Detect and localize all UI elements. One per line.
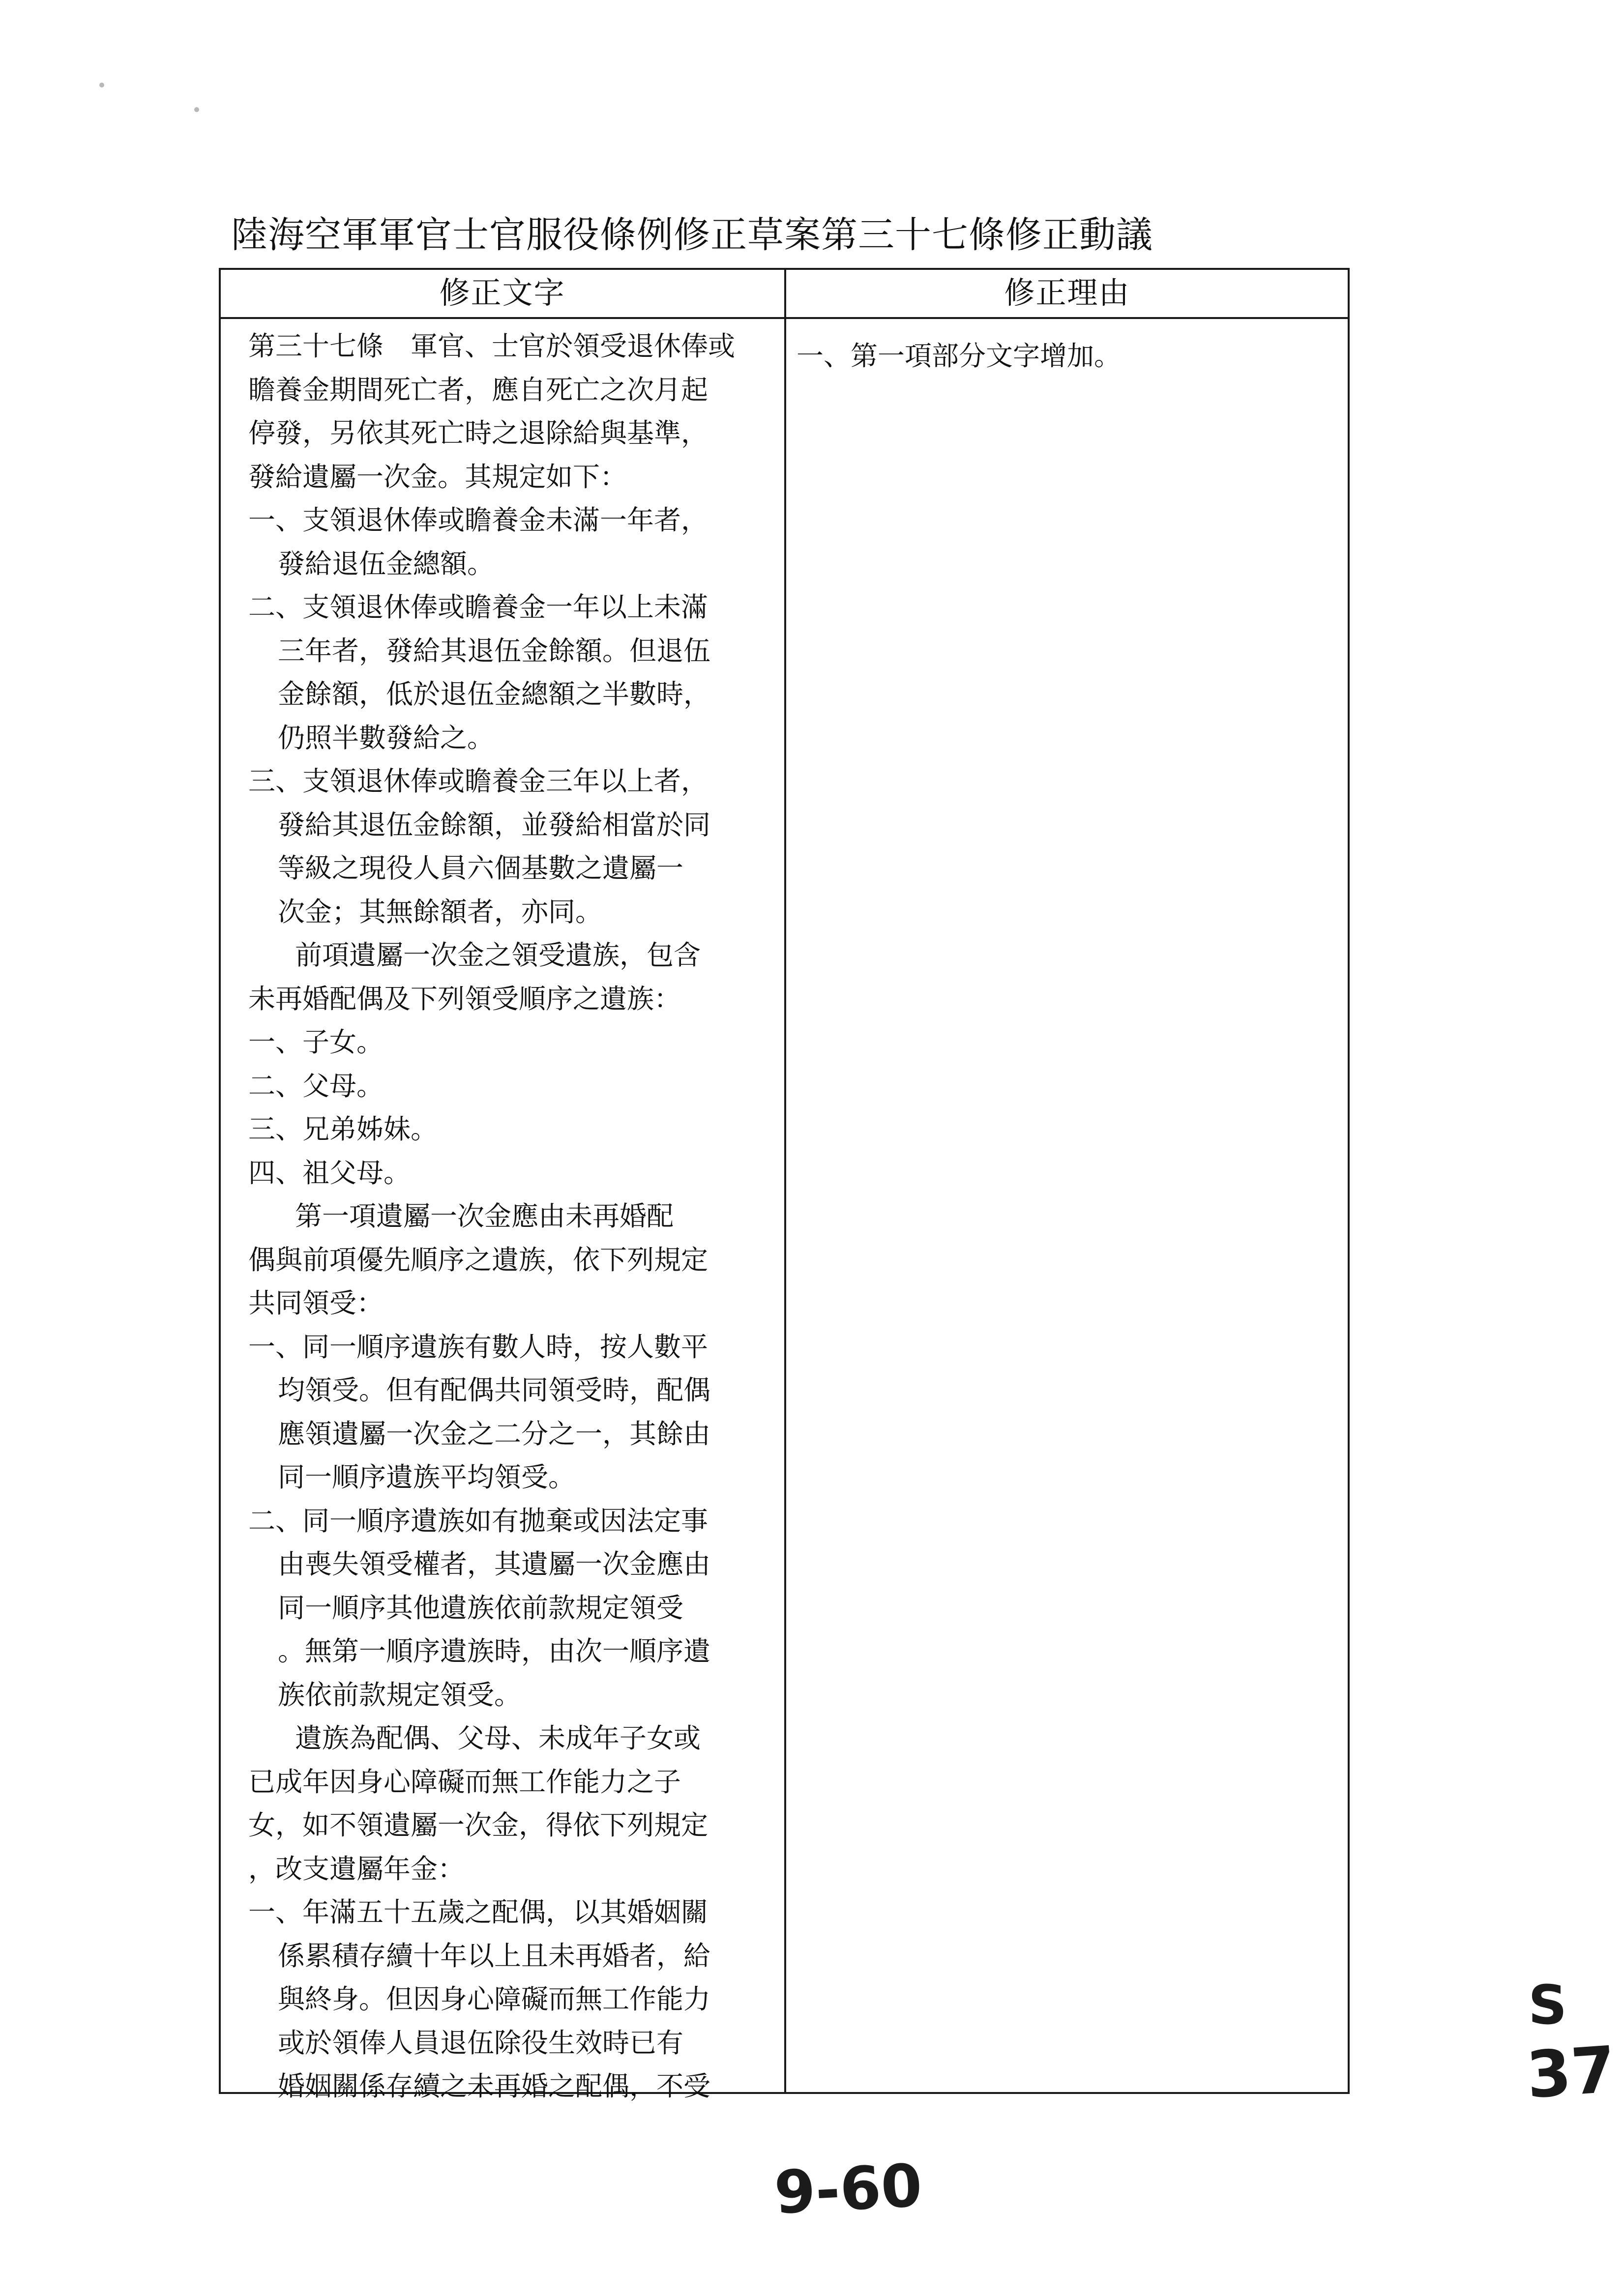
- document-title: 陸海空軍軍官士官服役條例修正草案第三十七條修正動議: [231, 214, 1153, 256]
- text-line: 或於領俸人員退伍除役生效時已有: [278, 2027, 684, 2059]
- text-line: 。無第一順序遺族時，由次一順序遺: [278, 1635, 711, 1667]
- text-line: 未再婚配偶及下列領受順序之遺族：: [248, 983, 681, 1015]
- text-line: 第三十七條 軍官、士官於領受退休俸或: [248, 330, 736, 362]
- margin-mark-bottom: 37: [1524, 2032, 1619, 2113]
- text-line: 發給退伍金總額。: [278, 548, 495, 580]
- text-line: 係累積存續十年以上且未再婚者，給: [278, 1940, 711, 1972]
- text-line: 族依前款規定領受。: [278, 1679, 522, 1711]
- text-line: 由喪失領受權者，其遺屬一次金應由: [278, 1548, 711, 1580]
- scan-speck: [99, 83, 104, 87]
- text-line: 共同領受：: [248, 1287, 384, 1319]
- scan-speck: [194, 107, 199, 112]
- text-line: 前項遺屬一次金之領受遺族，包含: [295, 939, 701, 971]
- revised-text-column: [248, 324, 772, 2108]
- margin-mark-top: S: [1528, 1974, 1567, 2036]
- text-line: 次金；其無餘額者，亦同。: [278, 896, 603, 928]
- reason-text: 一、第一項部分文字增加。: [797, 340, 1122, 372]
- text-line: 遺族為配偶、父母、未成年子女或: [295, 1722, 701, 1754]
- text-line: 瞻養金期間死亡者，應自死亡之次月起: [248, 374, 709, 406]
- text-line: 等級之現役人員六個基數之遺屬一: [278, 852, 684, 884]
- column-divider: [784, 269, 786, 2093]
- text-line: 一、年滿五十五歲之配偶，以其婚姻關: [248, 1896, 709, 1928]
- text-line: 仍照半數發給之。: [278, 722, 495, 754]
- text-line: 停發，另依其死亡時之退除給與基準，: [248, 417, 709, 449]
- text-line: 婚姻關係存續之未再婚之配偶，不受: [278, 2070, 711, 2102]
- text-line: 四、祖父母。: [248, 1157, 411, 1189]
- header-reason: 修正理由: [1004, 275, 1130, 311]
- text-line: 第一項遺屬一次金應由未再婚配: [295, 1200, 674, 1232]
- text-line: 已成年因身心障礙而無工作能力之子: [248, 1766, 681, 1798]
- text-line: 三、兄弟姊妹。: [248, 1113, 438, 1145]
- text-line: 應領遺屬一次金之二分之一，其餘由: [278, 1418, 711, 1450]
- text-line: 偶與前項優先順序之遺族，依下列規定: [248, 1244, 709, 1276]
- text-line: 三、支領退休俸或瞻養金三年以上者，: [248, 765, 709, 797]
- text-line: 均領受。但有配偶共同領受時，配偶: [278, 1374, 711, 1406]
- text-line: 與終身。但因身心障礙而無工作能力: [278, 1983, 711, 2015]
- text-line: 同一順序其他遺族依前款規定領受: [278, 1592, 684, 1624]
- text-line: 二、支領退休俸或瞻養金一年以上未滿: [248, 591, 709, 623]
- header-revised-text: 修正文字: [439, 275, 565, 311]
- text-line: 一、支領退休俸或瞻養金未滿一年者，: [248, 504, 709, 536]
- text-line: 一、子女。: [248, 1026, 384, 1058]
- text-line: 三年者，發給其退伍金餘額。但退伍: [278, 635, 711, 667]
- text-line: 女，如不領遺屬一次金，得依下列規定: [248, 1809, 709, 1841]
- text-line: 二、同一順序遺族如有拋棄或因法定事: [248, 1505, 709, 1537]
- text-line: 發給其退伍金餘額，並發給相當於同: [278, 809, 711, 841]
- page-number: 9-60: [772, 2151, 924, 2228]
- text-line: 同一順序遺族平均領受。: [278, 1461, 576, 1493]
- text-line: 發給遺屬一次金。其規定如下：: [248, 461, 627, 493]
- text-line: 一、同一順序遺族有數人時，按人數平: [248, 1331, 709, 1363]
- text-line: 二、父母。: [248, 1070, 384, 1102]
- text-line: ，改支遺屬年金：: [248, 1853, 465, 1885]
- text-line: 金餘額，低於退伍金總額之半數時，: [278, 678, 711, 710]
- header-divider: [220, 317, 1348, 319]
